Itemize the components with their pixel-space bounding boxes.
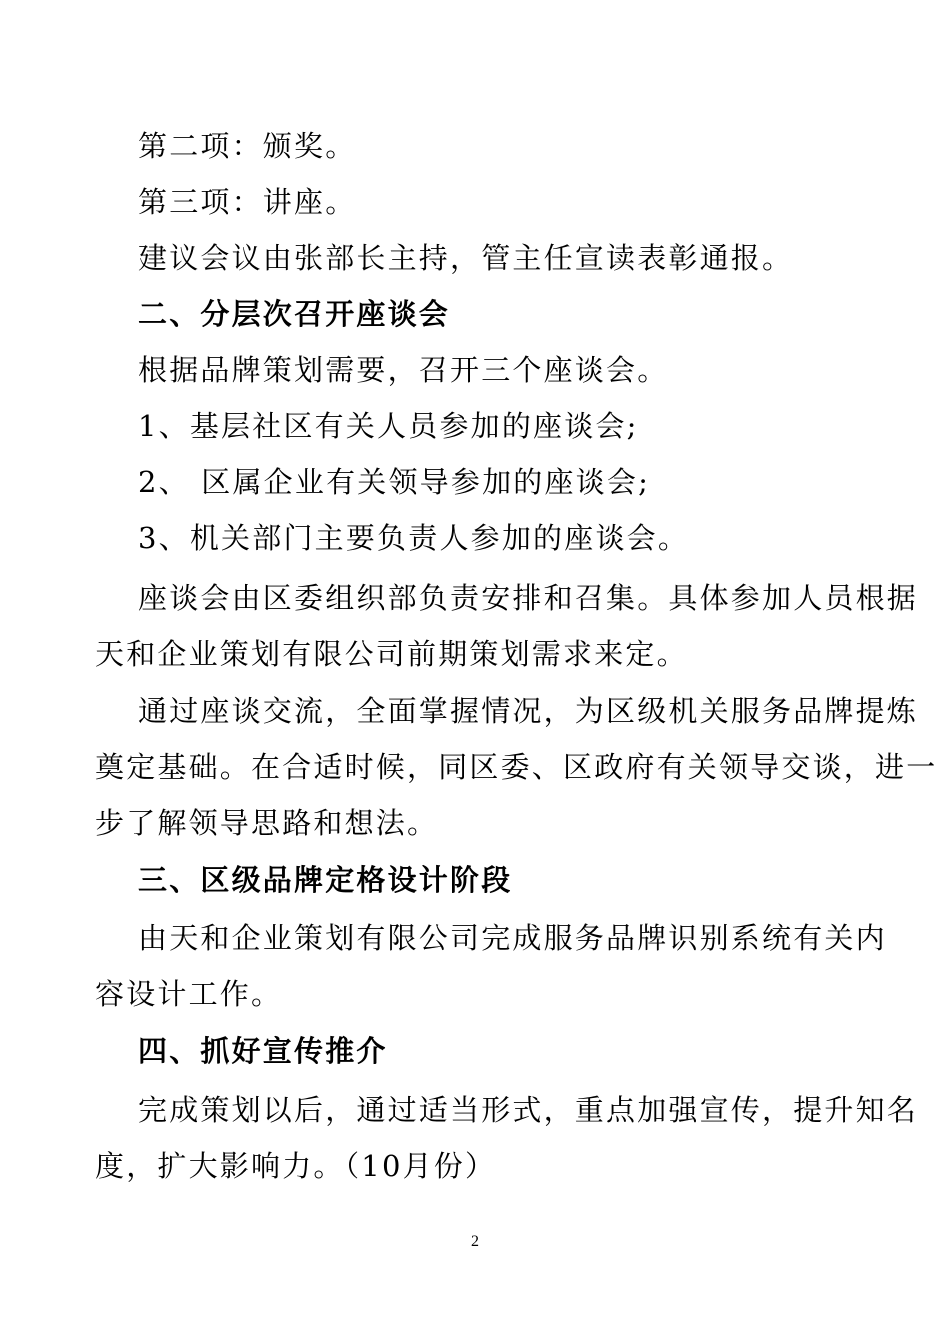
paragraph-design-line-1: 由天和企业策划有限公司完成服务品牌识别系统有关内 bbox=[138, 921, 887, 955]
paragraph-promotion-line-2: 度，扩大影响力。（10月份） bbox=[95, 1149, 497, 1183]
agenda-item-2: 第二项：颁奖。 bbox=[138, 129, 357, 163]
agenda-item-3: 第三项：讲座。 bbox=[138, 185, 357, 219]
paragraph-exchange-line-3: 步了解领导思路和想法。 bbox=[95, 806, 439, 840]
paragraph-arrangement-line-2: 天和企业策划有限公司前期策划需求来定。 bbox=[95, 637, 688, 671]
paragraph-design-line-2: 容设计工作。 bbox=[95, 977, 283, 1011]
paragraph-promotion-line-1: 完成策划以后，通过适当形式，重点加强宣传，提升知名 bbox=[138, 1093, 919, 1127]
page-number: 2 bbox=[471, 1233, 479, 1250]
section-heading-4: 四、抓好宣传推介 bbox=[138, 1034, 388, 1068]
paragraph-exchange-line-2: 奠定基础。在合适时候，同区委、区政府有关领导交谈，进一 bbox=[95, 750, 938, 784]
paragraph-arrangement-line-1: 座谈会由区委组织部负责安排和召集。具体参加人员根据 bbox=[138, 581, 919, 615]
paragraph-symposium-intro: 根据品牌策划需要，召开三个座谈会。 bbox=[138, 353, 669, 387]
section-heading-3: 三、区级品牌定格设计阶段 bbox=[138, 863, 513, 897]
section-heading-2: 二、分层次召开座谈会 bbox=[138, 297, 451, 331]
list-item-2: 2、 区属企业有关领导参加的座谈会; bbox=[138, 465, 651, 499]
list-item-3: 3、机关部门主要负责人参加的座谈会。 bbox=[138, 521, 690, 555]
paragraph-exchange-line-1: 通过座谈交流，全面掌握情况，为区级机关服务品牌提炼 bbox=[138, 694, 919, 728]
list-item-1: 1、基层社区有关人员参加的座谈会; bbox=[138, 409, 639, 443]
host-suggestion: 建议会议由张部长主持，管主任宣读表彰通报。 bbox=[138, 241, 794, 275]
